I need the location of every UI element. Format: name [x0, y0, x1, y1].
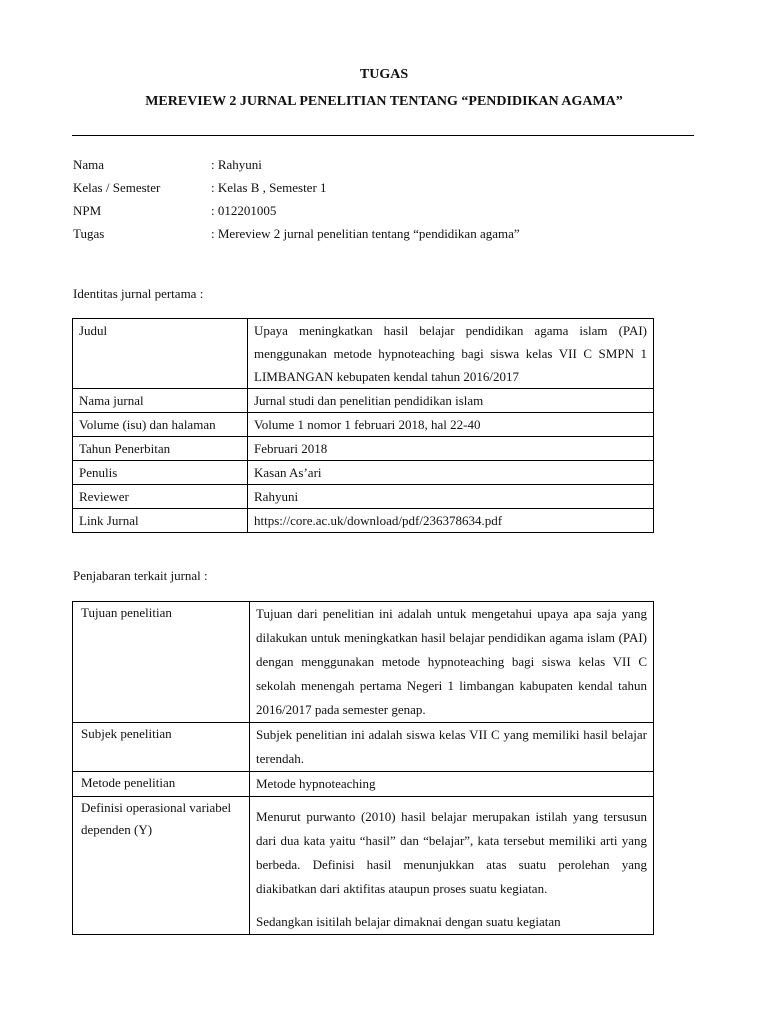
table-cell-value: Volume 1 nomor 1 februari 2018, hal 22-40 — [248, 413, 654, 437]
table-cell-value: Rahyuni — [248, 485, 654, 509]
header-divider — [72, 135, 694, 136]
table-row — [73, 389, 654, 413]
table-cell-label: Volume (isu) dan halaman — [73, 413, 248, 437]
table-row — [73, 723, 654, 772]
table-row — [73, 772, 654, 797]
section-heading-identitas: Identitas jurnal pertama : — [73, 286, 204, 301]
document-subtitle: MEREVIEW 2 JURNAL PENELITIAN TENTANG “PENDIDIKAN AGAMA” — [145, 94, 623, 109]
table-cell-label: Penulis — [73, 461, 248, 485]
table-cell-label: Tahun Penerbitan — [73, 437, 248, 461]
table-cell-label: Reviewer — [73, 485, 248, 509]
info-value: : 012201005 — [211, 203, 277, 218]
table-cell-label: Tujuan penelitian — [73, 602, 250, 723]
definition-paragraph: Menurut purwanto (2010) hasil belajar merupakan istilah yang tersusun dari dua kata yaitu “hasil” dan “belajar”, kata tersebut memiliki arti yang berbeda. Definisi hasil menunjukkan atas suatu perolehan yang diakibatkan dari aktifitas ataupun proses suatu kegiatan. — [256, 809, 647, 896]
table-cell-label: Definisi operasional variabel dependen (Y) — [73, 797, 250, 935]
table-row — [73, 319, 654, 389]
table-row — [73, 485, 654, 509]
journal-identity-table — [72, 318, 654, 533]
info-label: NPM — [73, 203, 102, 218]
table-cell-value: Upaya meningkatkan hasil belajar pendidikan agama islam (PAI) menggunakan metode hypnoteaching bagi siswa kelas VII C SMPN 1 LIMBANGAN kebupaten kendal tahun 2016/2017 — [248, 319, 654, 389]
table-cell-value: Metode hypnoteaching — [250, 772, 654, 797]
info-label: Tugas — [73, 226, 105, 241]
journal-link: https://core.ac.uk/download/pdf/236378634.pdf — [248, 509, 654, 533]
table-row — [73, 437, 654, 461]
table-cell-value: Februari 2018 — [248, 437, 654, 461]
student-info — [73, 155, 520, 247]
table-cell-label: Metode penelitian — [73, 772, 250, 797]
table-cell-label: Link Jurnal — [73, 509, 248, 533]
definition-paragraph: Sedangkan isitilah belajar dimaknai dengan suatu kegiatan — [256, 914, 561, 929]
info-value: : Rahyuni — [211, 157, 262, 172]
table-cell-label: Nama jurnal — [73, 389, 248, 413]
info-row-kelas — [73, 178, 520, 201]
document-title: TUGAS — [359, 67, 409, 82]
table-row — [73, 602, 654, 723]
table-cell-value: Jurnal studi dan penelitian pendidikan islam — [248, 389, 654, 413]
table-row — [73, 461, 654, 485]
info-row-npm — [73, 201, 520, 224]
table-row — [73, 797, 654, 935]
info-value: : Mereview 2 jurnal penelitian tentang “pendidikan agama” — [211, 226, 520, 241]
table-cell-label: Subjek penelitian — [73, 723, 250, 772]
journal-detail-table — [72, 601, 654, 935]
info-row-nama — [73, 155, 520, 178]
info-value: : Kelas B , Semester 1 — [211, 180, 327, 195]
table-cell-value: Kasan As’ari — [248, 461, 654, 485]
table-cell-value: Subjek penelitian ini adalah siswa kelas VII C yang memiliki hasil belajar terendah. — [250, 723, 654, 772]
info-label: Nama — [73, 157, 105, 172]
section-heading-penjabaran: Penjabaran terkait jurnal : — [73, 568, 208, 583]
table-row — [73, 509, 654, 533]
table-cell-value: Tujuan dari penelitian ini adalah untuk mengetahui upaya apa saja yang dilakukan untuk meningkatkan hasil belajar pendidikan agama islam (PAI) dengan menggunakan metode hypnoteaching bagi siswa kelas VII C sekolah menengah pertama Negeri 1 limbangan kabupaten kendal tahun 2016/2017 pada semester genap. — [250, 602, 654, 723]
info-label: Kelas / Semester — [73, 180, 161, 195]
info-row-tugas — [73, 224, 520, 247]
table-cell-value — [250, 797, 654, 935]
table-cell-label: Judul — [73, 319, 248, 389]
table-row — [73, 413, 654, 437]
